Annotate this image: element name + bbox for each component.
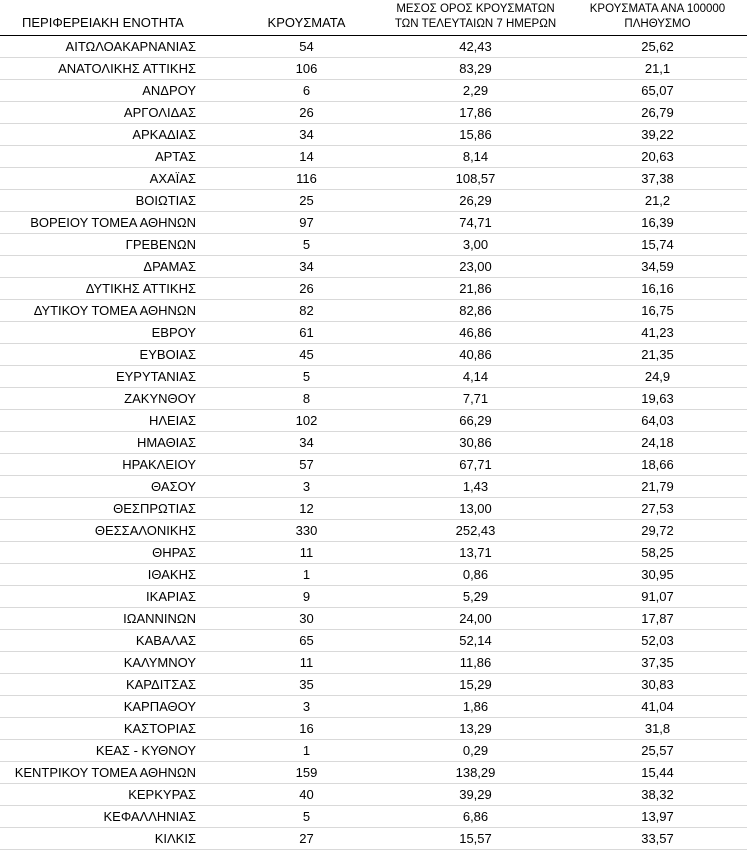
table-row [0,190,747,212]
cell-avg7: 5,29 [383,586,568,608]
cell-region-name: ΚΑΒΑΛΑΣ [0,630,230,652]
cell-avg7: 15,86 [383,124,568,146]
cell-per100k: 38,32 [568,784,747,806]
cell-per100k: 30,95 [568,564,747,586]
table-row [0,498,747,520]
cell-cases: 1 [230,564,383,586]
cell-region-name: ΒΟΡΕΙΟΥ ΤΟΜΕΑ ΑΘΗΝΩΝ [0,212,230,234]
cell-per100k: 16,75 [568,300,747,322]
column-header-region-line1: ΠΕΡΙΦΕΡΕΙΑΚΗ ΕΝΟΤΗΤΑ [22,14,184,30]
cell-region-name: ΒΟΙΩΤΙΑΣ [0,190,230,212]
table-row [0,762,747,784]
table-row [0,256,747,278]
cell-per100k: 41,04 [568,696,747,718]
cell-per100k: 37,35 [568,652,747,674]
cell-avg7: 26,29 [383,190,568,212]
cell-region-name: ΚΑΡΔΙΤΣΑΣ [0,674,230,696]
table-row [0,542,747,564]
cell-cases: 102 [230,410,383,432]
cell-region-name: ΗΡΑΚΛΕΙΟΥ [0,454,230,476]
cell-region-name: ΘΗΡΑΣ [0,542,230,564]
cell-cases: 34 [230,256,383,278]
column-header-avg7-line1: ΜΕΣΟΣ ΟΡΟΣ ΚΡΟΥΣΜΑΤΩΝ [396,3,555,15]
cell-avg7: 74,71 [383,212,568,234]
cell-avg7: 21,86 [383,278,568,300]
cell-per100k: 25,62 [568,36,747,58]
cell-region-name: ΑΡΚΑΔΙΑΣ [0,124,230,146]
cell-avg7: 15,29 [383,674,568,696]
cell-per100k: 21,79 [568,476,747,498]
cell-region-name: ΑΡΤΑΣ [0,146,230,168]
cell-region-name: ΚΑΛΥΜΝΟΥ [0,652,230,674]
cell-per100k: 65,07 [568,80,747,102]
table-row [0,806,747,828]
cell-region-name: ΘΕΣΣΑΛΟΝΙΚΗΣ [0,520,230,542]
cell-avg7: 15,57 [383,828,568,850]
cell-per100k: 29,72 [568,520,747,542]
cell-cases: 65 [230,630,383,652]
cell-cases: 1 [230,740,383,762]
cell-cases: 34 [230,432,383,454]
cell-avg7: 30,86 [383,432,568,454]
cell-per100k: 26,79 [568,102,747,124]
cell-region-name: ΕΥΡΥΤΑΝΙΑΣ [0,366,230,388]
column-header-per100k-line2: ΠΛΗΘΥΣΜΟ [624,17,691,30]
cell-per100k: 21,1 [568,58,747,80]
cell-avg7: 8,14 [383,146,568,168]
cell-region-name: ΚΑΡΠΑΘΟΥ [0,696,230,718]
cell-cases: 8 [230,388,383,410]
cell-avg7: 3,00 [383,234,568,256]
cell-avg7: 66,29 [383,410,568,432]
cell-avg7: 11,86 [383,652,568,674]
cell-region-name: ΚΙΛΚΙΣ [0,828,230,850]
cell-cases: 26 [230,102,383,124]
cell-cases: 61 [230,322,383,344]
table-row [0,80,747,102]
cell-avg7: 39,29 [383,784,568,806]
cell-per100k: 16,39 [568,212,747,234]
table-row [0,146,747,168]
cell-region-name: ΙΚΑΡΙΑΣ [0,586,230,608]
cell-cases: 45 [230,344,383,366]
cell-avg7: 46,86 [383,322,568,344]
cell-region-name: ΓΡΕΒΕΝΩΝ [0,234,230,256]
cell-cases: 3 [230,696,383,718]
cell-region-name: ΗΛΕΙΑΣ [0,410,230,432]
cell-per100k: 30,83 [568,674,747,696]
cell-avg7: 23,00 [383,256,568,278]
cell-per100k: 24,18 [568,432,747,454]
cell-cases: 159 [230,762,383,784]
table-row [0,696,747,718]
cell-per100k: 34,59 [568,256,747,278]
table-row [0,674,747,696]
cell-per100k: 19,63 [568,388,747,410]
table-row [0,630,747,652]
table-row [0,520,747,542]
cell-avg7: 13,29 [383,718,568,740]
cell-avg7: 7,71 [383,388,568,410]
cell-avg7: 4,14 [383,366,568,388]
cell-per100k: 27,53 [568,498,747,520]
table-row [0,102,747,124]
cell-cases: 11 [230,542,383,564]
table-row [0,454,747,476]
cell-region-name: ΚΕΡΚΥΡΑΣ [0,784,230,806]
cell-per100k: 37,38 [568,168,747,190]
cell-avg7: 138,29 [383,762,568,784]
column-header-cases-line1: ΚΡΟΥΣΜΑΤΑ [267,14,346,30]
cell-cases: 12 [230,498,383,520]
cell-per100k: 17,87 [568,608,747,630]
cell-region-name: ΚΑΣΤΟΡΙΑΣ [0,718,230,740]
cell-avg7: 1,86 [383,696,568,718]
cell-cases: 5 [230,366,383,388]
table-row [0,564,747,586]
cell-region-name: ΔΡΑΜΑΣ [0,256,230,278]
cell-cases: 54 [230,36,383,58]
table-header [0,0,747,36]
table-row [0,476,747,498]
cell-region-name: ΘΑΣΟΥ [0,476,230,498]
cell-per100k: 41,23 [568,322,747,344]
table-row [0,432,747,454]
table-row [0,58,747,80]
cell-avg7: 2,29 [383,80,568,102]
cell-per100k: 21,2 [568,190,747,212]
cell-region-name: ΚΕΝΤΡΙΚΟΥ ΤΟΜΕΑ ΑΘΗΝΩΝ [0,762,230,784]
cell-per100k: 39,22 [568,124,747,146]
cell-per100k: 25,57 [568,740,747,762]
cell-cases: 57 [230,454,383,476]
cell-cases: 106 [230,58,383,80]
cell-per100k: 91,07 [568,586,747,608]
cell-cases: 26 [230,278,383,300]
cell-region-name: ΕΥΒΟΙΑΣ [0,344,230,366]
cell-cases: 330 [230,520,383,542]
table-row [0,168,747,190]
column-header-per100k [568,0,747,36]
cell-avg7: 6,86 [383,806,568,828]
cell-avg7: 1,43 [383,476,568,498]
table-row [0,410,747,432]
cell-avg7: 108,57 [383,168,568,190]
cell-cases: 30 [230,608,383,630]
table-row [0,652,747,674]
table-row [0,234,747,256]
table-row [0,388,747,410]
table-row [0,608,747,630]
cell-region-name: ΖΑΚΥΝΘΟΥ [0,388,230,410]
cell-region-name: ΙΩΑΝΝΙΝΩΝ [0,608,230,630]
cell-per100k: 16,16 [568,278,747,300]
cell-avg7: 0,86 [383,564,568,586]
cell-cases: 35 [230,674,383,696]
cell-cases: 5 [230,806,383,828]
cell-avg7: 17,86 [383,102,568,124]
table-row [0,278,747,300]
cell-avg7: 40,86 [383,344,568,366]
cell-per100k: 52,03 [568,630,747,652]
cell-region-name: ΑΡΓΟΛΙΔΑΣ [0,102,230,124]
cell-region-name: ΙΘΑΚΗΣ [0,564,230,586]
table-row [0,784,747,806]
cell-avg7: 13,00 [383,498,568,520]
table-row [0,366,747,388]
table-row [0,124,747,146]
cell-cases: 116 [230,168,383,190]
cell-region-name: ΕΒΡΟΥ [0,322,230,344]
table-row [0,344,747,366]
cell-region-name: ΗΜΑΘΙΑΣ [0,432,230,454]
cell-per100k: 58,25 [568,542,747,564]
cell-cases: 11 [230,652,383,674]
cell-cases: 27 [230,828,383,850]
cell-cases: 16 [230,718,383,740]
cell-cases: 97 [230,212,383,234]
column-header-region [0,0,230,36]
cell-region-name: ΑΙΤΩΛΟΑΚΑΡΝΑΝΙΑΣ [0,36,230,58]
cell-cases: 34 [230,124,383,146]
cell-avg7: 13,71 [383,542,568,564]
cell-cases: 82 [230,300,383,322]
cell-avg7: 24,00 [383,608,568,630]
cell-cases: 6 [230,80,383,102]
cell-per100k: 21,35 [568,344,747,366]
cell-cases: 40 [230,784,383,806]
cell-region-name: ΑΝΔΡΟΥ [0,80,230,102]
cell-per100k: 13,97 [568,806,747,828]
cell-region-name: ΔΥΤΙΚΟΥ ΤΟΜΕΑ ΑΘΗΝΩΝ [0,300,230,322]
cell-region-name: ΚΕΦΑΛΛΗΝΙΑΣ [0,806,230,828]
cell-per100k: 20,63 [568,146,747,168]
cell-avg7: 83,29 [383,58,568,80]
cell-region-name: ΑΧΑΪΑΣ [0,168,230,190]
column-header-cases [230,0,383,36]
column-header-avg7 [383,0,568,36]
cell-per100k: 18,66 [568,454,747,476]
column-header-per100k-line1: ΚΡΟΥΣΜΑΤΑ ΑΝΑ 100000 [589,3,726,15]
cell-avg7: 67,71 [383,454,568,476]
cell-region-name: ΚΕΑΣ - ΚΥΘΝΟΥ [0,740,230,762]
cell-avg7: 0,29 [383,740,568,762]
column-header-avg7-line2: ΤΩΝ ΤΕΛΕΥΤΑΙΩΝ 7 ΗΜΕΡΩΝ [394,17,557,30]
table-row [0,740,747,762]
cell-per100k: 64,03 [568,410,747,432]
cell-per100k: 33,57 [568,828,747,850]
cell-cases: 25 [230,190,383,212]
table-row [0,300,747,322]
table-row [0,36,747,58]
cell-cases: 14 [230,146,383,168]
cell-per100k: 15,44 [568,762,747,784]
cell-per100k: 24,9 [568,366,747,388]
cell-region-name: ΔΥΤΙΚΗΣ ΑΤΤΙΚΗΣ [0,278,230,300]
table-header-row [0,0,747,36]
cell-per100k: 15,74 [568,234,747,256]
cell-avg7: 252,43 [383,520,568,542]
cell-cases: 9 [230,586,383,608]
cell-avg7: 82,86 [383,300,568,322]
cell-region-name: ΘΕΣΠΡΩΤΙΑΣ [0,498,230,520]
cell-per100k: 31,8 [568,718,747,740]
cell-avg7: 52,14 [383,630,568,652]
table-row [0,718,747,740]
table-row [0,828,747,850]
cell-avg7: 42,43 [383,36,568,58]
cell-cases: 5 [230,234,383,256]
cell-cases: 3 [230,476,383,498]
table-row [0,586,747,608]
cell-region-name: ΑΝΑΤΟΛΙΚΗΣ ΑΤΤΙΚΗΣ [0,58,230,80]
table-body [0,36,747,850]
table-row [0,322,747,344]
table-row [0,212,747,234]
